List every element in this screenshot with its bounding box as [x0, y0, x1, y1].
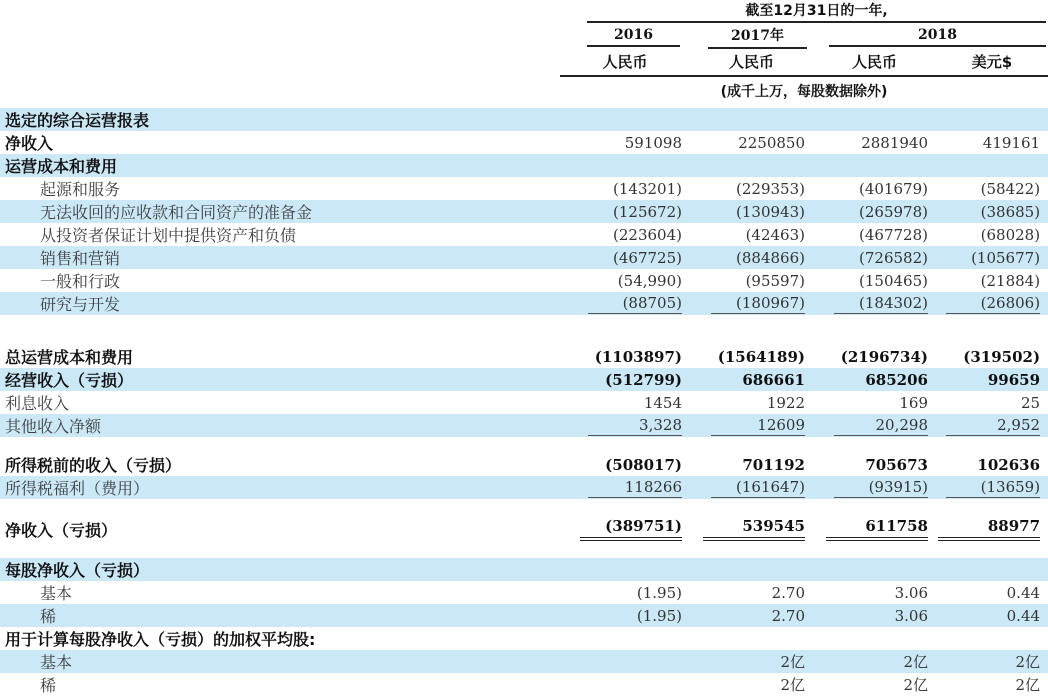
cell-value: (38685): [936, 200, 1048, 223]
spacer-row: [0, 499, 1048, 517]
currency-header-rmb-2016: 人民币: [560, 49, 690, 76]
header-label-spacer: [0, 0, 560, 23]
table-row: [0, 627, 1048, 650]
underlined-value: (88705): [588, 294, 682, 314]
underlined-value: 2,952: [946, 416, 1040, 436]
cell-value: 25: [1020, 393, 1041, 412]
row-label: 经营收入（亏损）: [0, 368, 560, 391]
currency-header-rmb-2018: 人民币: [813, 49, 936, 76]
cell-value: (512799): [560, 368, 690, 391]
table-row: [0, 453, 1048, 476]
table-header: [0, 0, 1048, 108]
cell-value: 591098: [624, 133, 682, 152]
cell-value: (125672): [560, 200, 690, 223]
cell-value: 2.70: [690, 604, 813, 627]
underlined-value: (13659): [946, 478, 1040, 498]
underlined-value: 20,298: [834, 416, 928, 436]
cell-value: [560, 414, 690, 437]
cell-value: (467725): [560, 246, 690, 269]
row-label: 用于计算每股净收入（亏损）的加权平均股:: [5, 630, 316, 649]
cell-value: 2亿: [903, 676, 928, 694]
table-row: [0, 154, 1048, 177]
underlined-value: 3,328: [588, 416, 682, 436]
cell-value: (42463): [745, 225, 805, 244]
year-2016-cell: [560, 23, 690, 49]
currency-header-usd: 美元$: [936, 49, 1048, 76]
table-row: [0, 414, 1048, 437]
cell-value: [936, 517, 1048, 541]
cell-value: (319502): [963, 347, 1041, 366]
period-header-row: [0, 0, 1048, 23]
cell-value: [936, 292, 1048, 315]
row-label: 每股净收入（亏损）: [0, 558, 560, 581]
cell-value: [560, 154, 690, 177]
cell-value: 1454: [643, 393, 682, 412]
spacer-row: [0, 315, 1048, 345]
spacer-cell: [0, 437, 1048, 453]
cell-value: 2250850: [738, 133, 805, 152]
cell-value: (105677): [936, 246, 1048, 269]
header-label-spacer: [0, 76, 560, 108]
spacer-cell: [0, 315, 1048, 345]
cell-value: [813, 558, 936, 581]
table-row: [0, 269, 1048, 292]
cell-value: (54,990): [617, 271, 682, 290]
table-row: [0, 131, 1048, 154]
cell-value: (884866): [690, 246, 813, 269]
row-label: 基本: [0, 650, 560, 673]
cell-value: (1564189): [717, 347, 805, 366]
underlined-value: 12609: [711, 416, 805, 436]
cell-value: [560, 108, 690, 131]
cell-value: (58422): [980, 179, 1041, 198]
year-2018-cell: [813, 23, 1048, 49]
table-row: [0, 604, 1048, 627]
double-underlined-value: 88977: [938, 517, 1040, 541]
cell-value: [690, 627, 813, 650]
cell-value: [690, 414, 813, 437]
table-row: [0, 581, 1048, 604]
col-header-2016: 2016: [587, 27, 680, 47]
cell-value: [813, 627, 936, 650]
row-label: 所得税前的收入（亏损）: [5, 456, 182, 475]
cell-value: (229353): [736, 179, 805, 198]
cell-value: 2亿: [1015, 676, 1041, 694]
table-row: [0, 476, 1048, 499]
cell-value: [690, 154, 813, 177]
cell-value: [936, 108, 1048, 131]
row-label: 运营成本和费用: [0, 154, 560, 177]
cell-value: [560, 673, 690, 696]
cell-value: 2881940: [861, 133, 928, 152]
cell-value: (1.95): [636, 583, 682, 602]
table-row: [0, 177, 1048, 200]
cell-value: 419161: [982, 133, 1041, 152]
cell-value: 102636: [977, 455, 1041, 474]
currency-header-row: [0, 49, 1048, 76]
cell-value: 1922: [766, 393, 805, 412]
cell-value: 2亿: [780, 676, 805, 694]
underlined-value: (184302): [834, 294, 928, 314]
row-label: 一般和行政: [40, 272, 121, 291]
cell-value: [560, 517, 690, 541]
table-row: [0, 558, 1048, 581]
cell-value: 686661: [690, 368, 813, 391]
spacer-cell: [0, 499, 1048, 517]
year-2017-cell: [690, 23, 813, 49]
row-label: 研究与开发: [0, 292, 560, 315]
cell-value: 2.70: [771, 583, 805, 602]
table-row: [0, 246, 1048, 269]
cell-value: (1.95): [560, 604, 690, 627]
cell-value: [936, 476, 1048, 499]
row-label: 基本: [40, 584, 73, 603]
cell-value: (726582): [813, 246, 936, 269]
row-label: 总运营成本和费用: [5, 348, 134, 367]
row-label: 净收入: [5, 134, 54, 153]
row-label: 其他收入净额: [0, 414, 560, 437]
underlined-value: (26806): [946, 294, 1040, 314]
underlined-value: (180967): [711, 294, 805, 314]
header-label-spacer: [0, 49, 560, 76]
row-label: 无法收回的应收款和合同资产的准备金: [0, 200, 560, 223]
cell-value: (143201): [613, 179, 682, 198]
cell-value: [560, 558, 690, 581]
row-label: 净收入（亏损）: [5, 520, 118, 540]
table-row: [0, 223, 1048, 246]
table-row: [0, 673, 1048, 696]
cell-value: (1103897): [594, 347, 682, 366]
unit-note: (成千上万，每股数据除外): [720, 84, 888, 100]
period-header-cell: [560, 0, 1048, 23]
year-header-row: [0, 23, 1048, 49]
cell-value: [560, 292, 690, 315]
double-underlined-value: 611758: [826, 517, 928, 541]
unit-note-row: [0, 76, 1048, 108]
cell-value: 701192: [742, 455, 805, 474]
cell-value: [936, 154, 1048, 177]
cell-value: [813, 108, 936, 131]
cell-value: (68028): [980, 225, 1041, 244]
spacer-row: [0, 541, 1048, 558]
table-row: [0, 368, 1048, 391]
cell-value: [690, 292, 813, 315]
cell-value: [690, 108, 813, 131]
underlined-value: (161647): [711, 478, 805, 498]
cell-value: [936, 558, 1048, 581]
double-underlined-value: 539545: [703, 517, 805, 541]
cell-value: 0.44: [1006, 583, 1041, 602]
cell-value: [813, 292, 936, 315]
row-label: 从投资者保证计划中提供资产和负债: [40, 226, 297, 245]
cell-value: [936, 414, 1048, 437]
row-label: 所得税福利（费用）: [0, 476, 560, 499]
underlined-value: 118266: [588, 478, 682, 498]
currency-header-rmb-2017: 人民币: [690, 49, 813, 76]
cell-value: [690, 558, 813, 581]
cell-value: (130943): [690, 200, 813, 223]
cell-value: 3.06: [813, 604, 936, 627]
cell-value: [560, 476, 690, 499]
row-label: 利息收入: [5, 394, 70, 413]
cell-value: [690, 517, 813, 541]
cell-value: 3.06: [894, 583, 928, 602]
cell-value: [813, 154, 936, 177]
col-header-2018: 2018: [829, 27, 1046, 47]
period-header: 截至12月31日的一年,: [587, 0, 1046, 23]
spacer-cell: [0, 541, 1048, 558]
row-label: 稀: [40, 676, 57, 695]
cell-value: 705673: [865, 455, 928, 474]
cell-value: [690, 476, 813, 499]
cell-value: (508017): [605, 455, 682, 474]
cell-value: (223604): [613, 225, 682, 244]
table-row: [0, 200, 1048, 223]
cell-value: (265978): [813, 200, 936, 223]
spacer-row: [0, 437, 1048, 453]
cell-value: (467728): [859, 225, 928, 244]
cell-value: 99659: [936, 368, 1048, 391]
cell-value: [813, 414, 936, 437]
cell-value: 685206: [813, 368, 936, 391]
header-label-spacer: [0, 23, 560, 49]
cell-value: 169: [899, 393, 928, 412]
cell-value: (150465): [859, 271, 928, 290]
cell-value: 2亿: [813, 650, 936, 673]
row-label: 起源和服务: [40, 180, 121, 199]
cell-value: (401679): [859, 179, 928, 198]
table-row: [0, 108, 1048, 131]
table-row: [0, 391, 1048, 414]
underlined-value: (93915): [834, 478, 928, 498]
cell-value: 2亿: [936, 650, 1048, 673]
cell-value: (21884): [980, 271, 1041, 290]
cell-value: (95597): [745, 271, 805, 290]
table-body: [0, 108, 1048, 696]
cell-value: [936, 627, 1048, 650]
cell-value: 0.44: [936, 604, 1048, 627]
table-row: [0, 292, 1048, 315]
row-label: 稀: [0, 604, 560, 627]
table-row: [0, 517, 1048, 541]
double-underlined-value: (389751): [580, 517, 682, 541]
cell-value: [560, 650, 690, 673]
cell-value: (2196734): [840, 347, 928, 366]
cell-value: [560, 627, 690, 650]
table-row: [0, 345, 1048, 368]
row-label: 销售和营销: [0, 246, 560, 269]
row-label: 选定的综合运营报表: [0, 108, 560, 131]
col-header-2017: 2017年: [708, 25, 807, 49]
cell-value: 2亿: [690, 650, 813, 673]
table-row: [0, 650, 1048, 673]
cell-value: [813, 476, 936, 499]
cell-value: [813, 517, 936, 541]
